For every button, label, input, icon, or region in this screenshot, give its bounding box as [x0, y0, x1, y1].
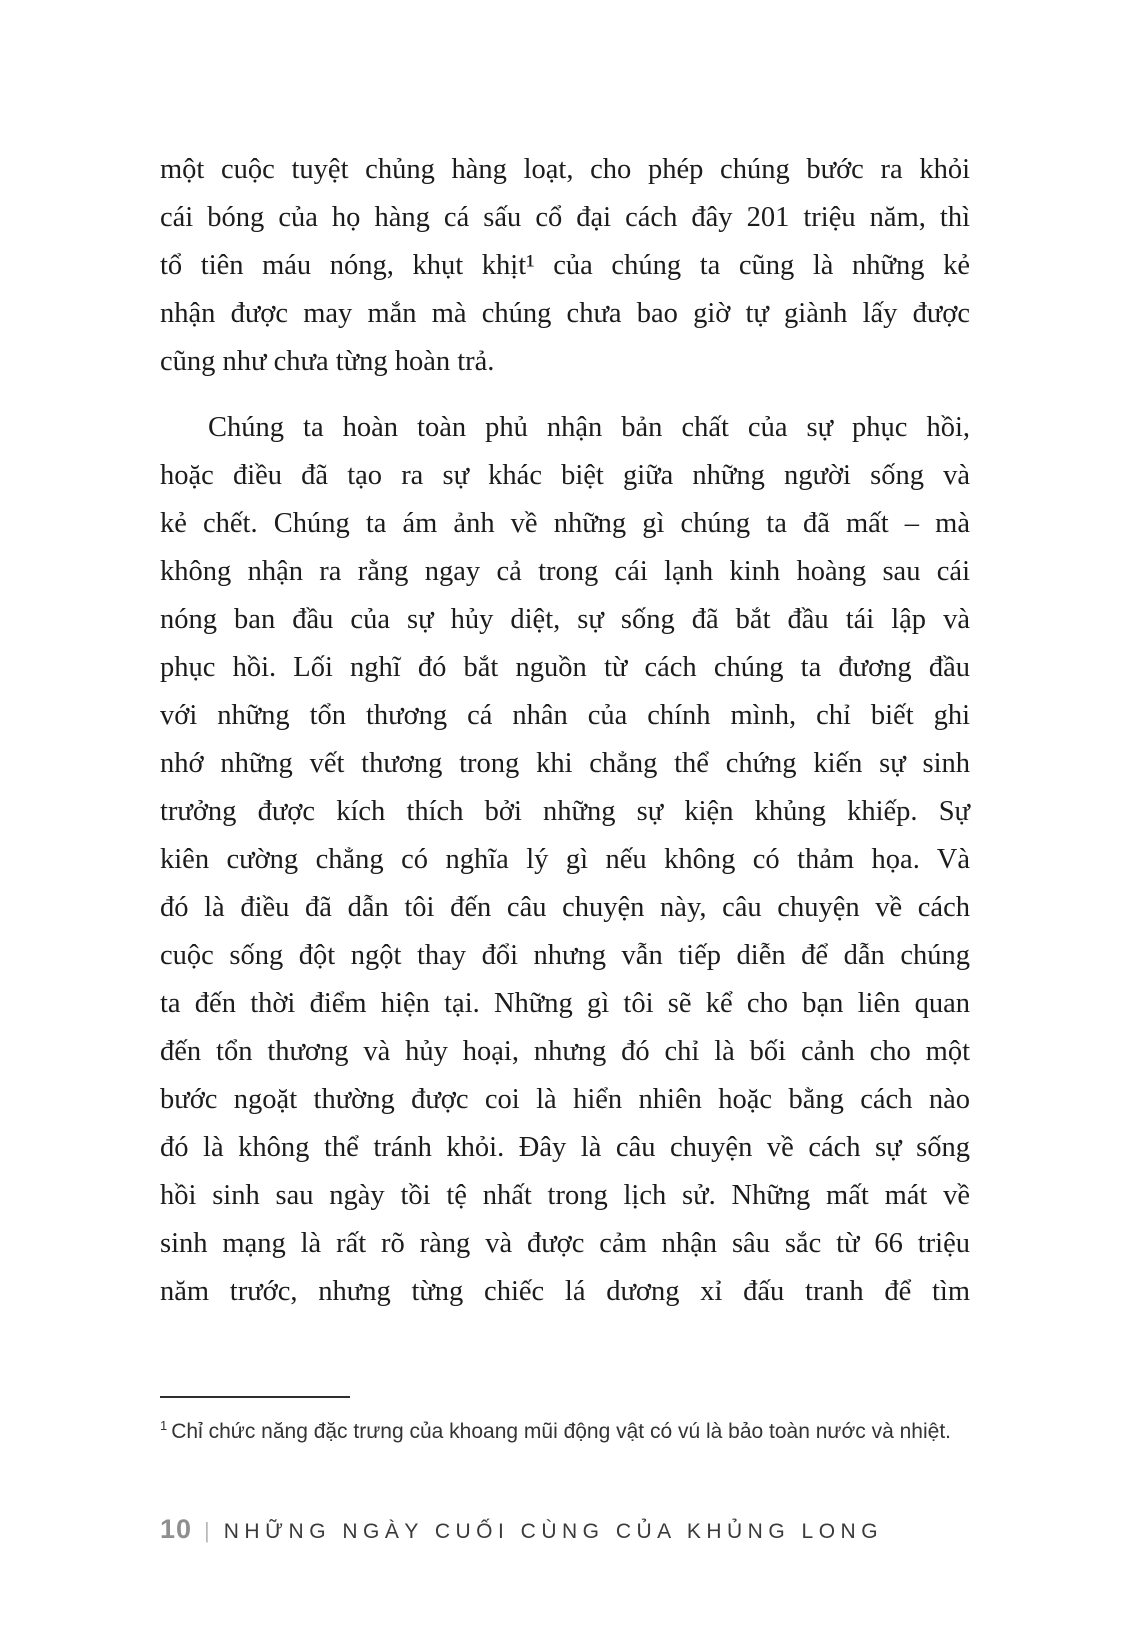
paragraph-2 — [160, 404, 970, 1316]
body-text-line: ta đến thời điểm hiện tại. Những gì tôi sẽ kể cho bạn liên quan — [160, 988, 970, 1019]
body-text-line: đó là không thể tránh khỏi. Đây là câu chuyện về cách sự sống — [160, 1132, 970, 1163]
body-text-line: kiên cường chẳng có nghĩa lý gì nếu không có thảm họa. Và — [160, 844, 970, 875]
footnote-divider — [160, 1396, 350, 1398]
body-text-line: Chúng ta hoàn toàn phủ nhận bản chất của sự phục hồi, — [208, 412, 970, 443]
page-number: 10 — [160, 1514, 193, 1544]
body-text-line: một cuộc tuyệt chủng hàng loạt, cho phép chúng bước ra khỏi — [160, 154, 970, 185]
body-text-line: cái bóng của họ hàng cá sấu cổ đại cách đây 201 triệu năm, thì — [160, 202, 970, 233]
running-title: NHỮNG NGÀY CUỐI CÙNG CỦA KHỦNG LONG — [223, 1520, 884, 1543]
body-text-line: sinh mạng là rất rõ ràng và được cảm nhận sâu sắc từ 66 triệu — [160, 1228, 970, 1259]
body-text-line: phục hồi. Lối nghĩ đó bắt nguồn từ cách chúng ta đương đầu — [160, 652, 970, 683]
body-text-line: đó là điều đã dẫn tôi đến câu chuyện này, câu chuyện về cách — [160, 892, 970, 923]
paragraph-1 — [160, 146, 970, 386]
body-text-line: với những tổn thương cá nhân của chính mình, chỉ biết ghi — [160, 700, 970, 731]
footnote-body: Chỉ chức năng đặc trưng của khoang mũi động vật có vú là bảo toàn nước và nhiệt. — [171, 1420, 951, 1443]
footnote-text — [160, 1412, 970, 1446]
body-text-line: nhớ những vết thương trong khi chẳng thể chứng kiến sự sinh — [160, 748, 970, 779]
body-text-line: nhận được may mắn mà chúng chưa bao giờ tự giành lấy được — [160, 298, 970, 329]
body-text-line: năm trước, nhưng từng chiếc lá dương xỉ đấu tranh để tìm — [160, 1276, 970, 1307]
body-text-line: hồi sinh sau ngày tồi tệ nhất trong lịch sử. Những mất mát về — [160, 1180, 970, 1211]
body-text-line: cũng như chưa từng hoàn trả. — [160, 346, 495, 377]
body-text-line: cuộc sống đột ngột thay đổi nhưng vẫn tiếp diễn để dẫn chúng — [160, 940, 970, 971]
body-text-line: đến tổn thương và hủy hoại, nhưng đó chỉ là bối cảnh cho một — [160, 1036, 970, 1067]
body-text-line: bước ngoặt thường được coi là hiển nhiên hoặc bằng cách nào — [160, 1084, 970, 1115]
footer-separator: | — [204, 1518, 210, 1543]
body-text-line-footnote-ref: tổ tiên máu nóng, khụt khịt¹ của chúng ta cũng là những kẻ — [160, 250, 970, 281]
body-text-line: nóng ban đầu của sự hủy diệt, sự sống đã bắt đầu tái lập và — [160, 604, 970, 635]
body-text-line: kẻ chết. Chúng ta ám ảnh về những gì chúng ta đã mất – mà — [160, 508, 970, 539]
footnote-marker: 1 — [160, 1418, 168, 1433]
body-text-line: trưởng được kích thích bởi những sự kiện khủng khiếp. Sự — [160, 796, 970, 827]
body-text-line: không nhận ra rằng ngay cả trong cái lạnh kinh hoàng sau cái — [160, 556, 970, 587]
footnote-block — [160, 1396, 970, 1446]
page-footer — [160, 1514, 883, 1545]
body-text-line: hoặc điều đã tạo ra sự khác biệt giữa những người sống và — [160, 460, 970, 491]
body-text-block — [160, 146, 970, 1316]
